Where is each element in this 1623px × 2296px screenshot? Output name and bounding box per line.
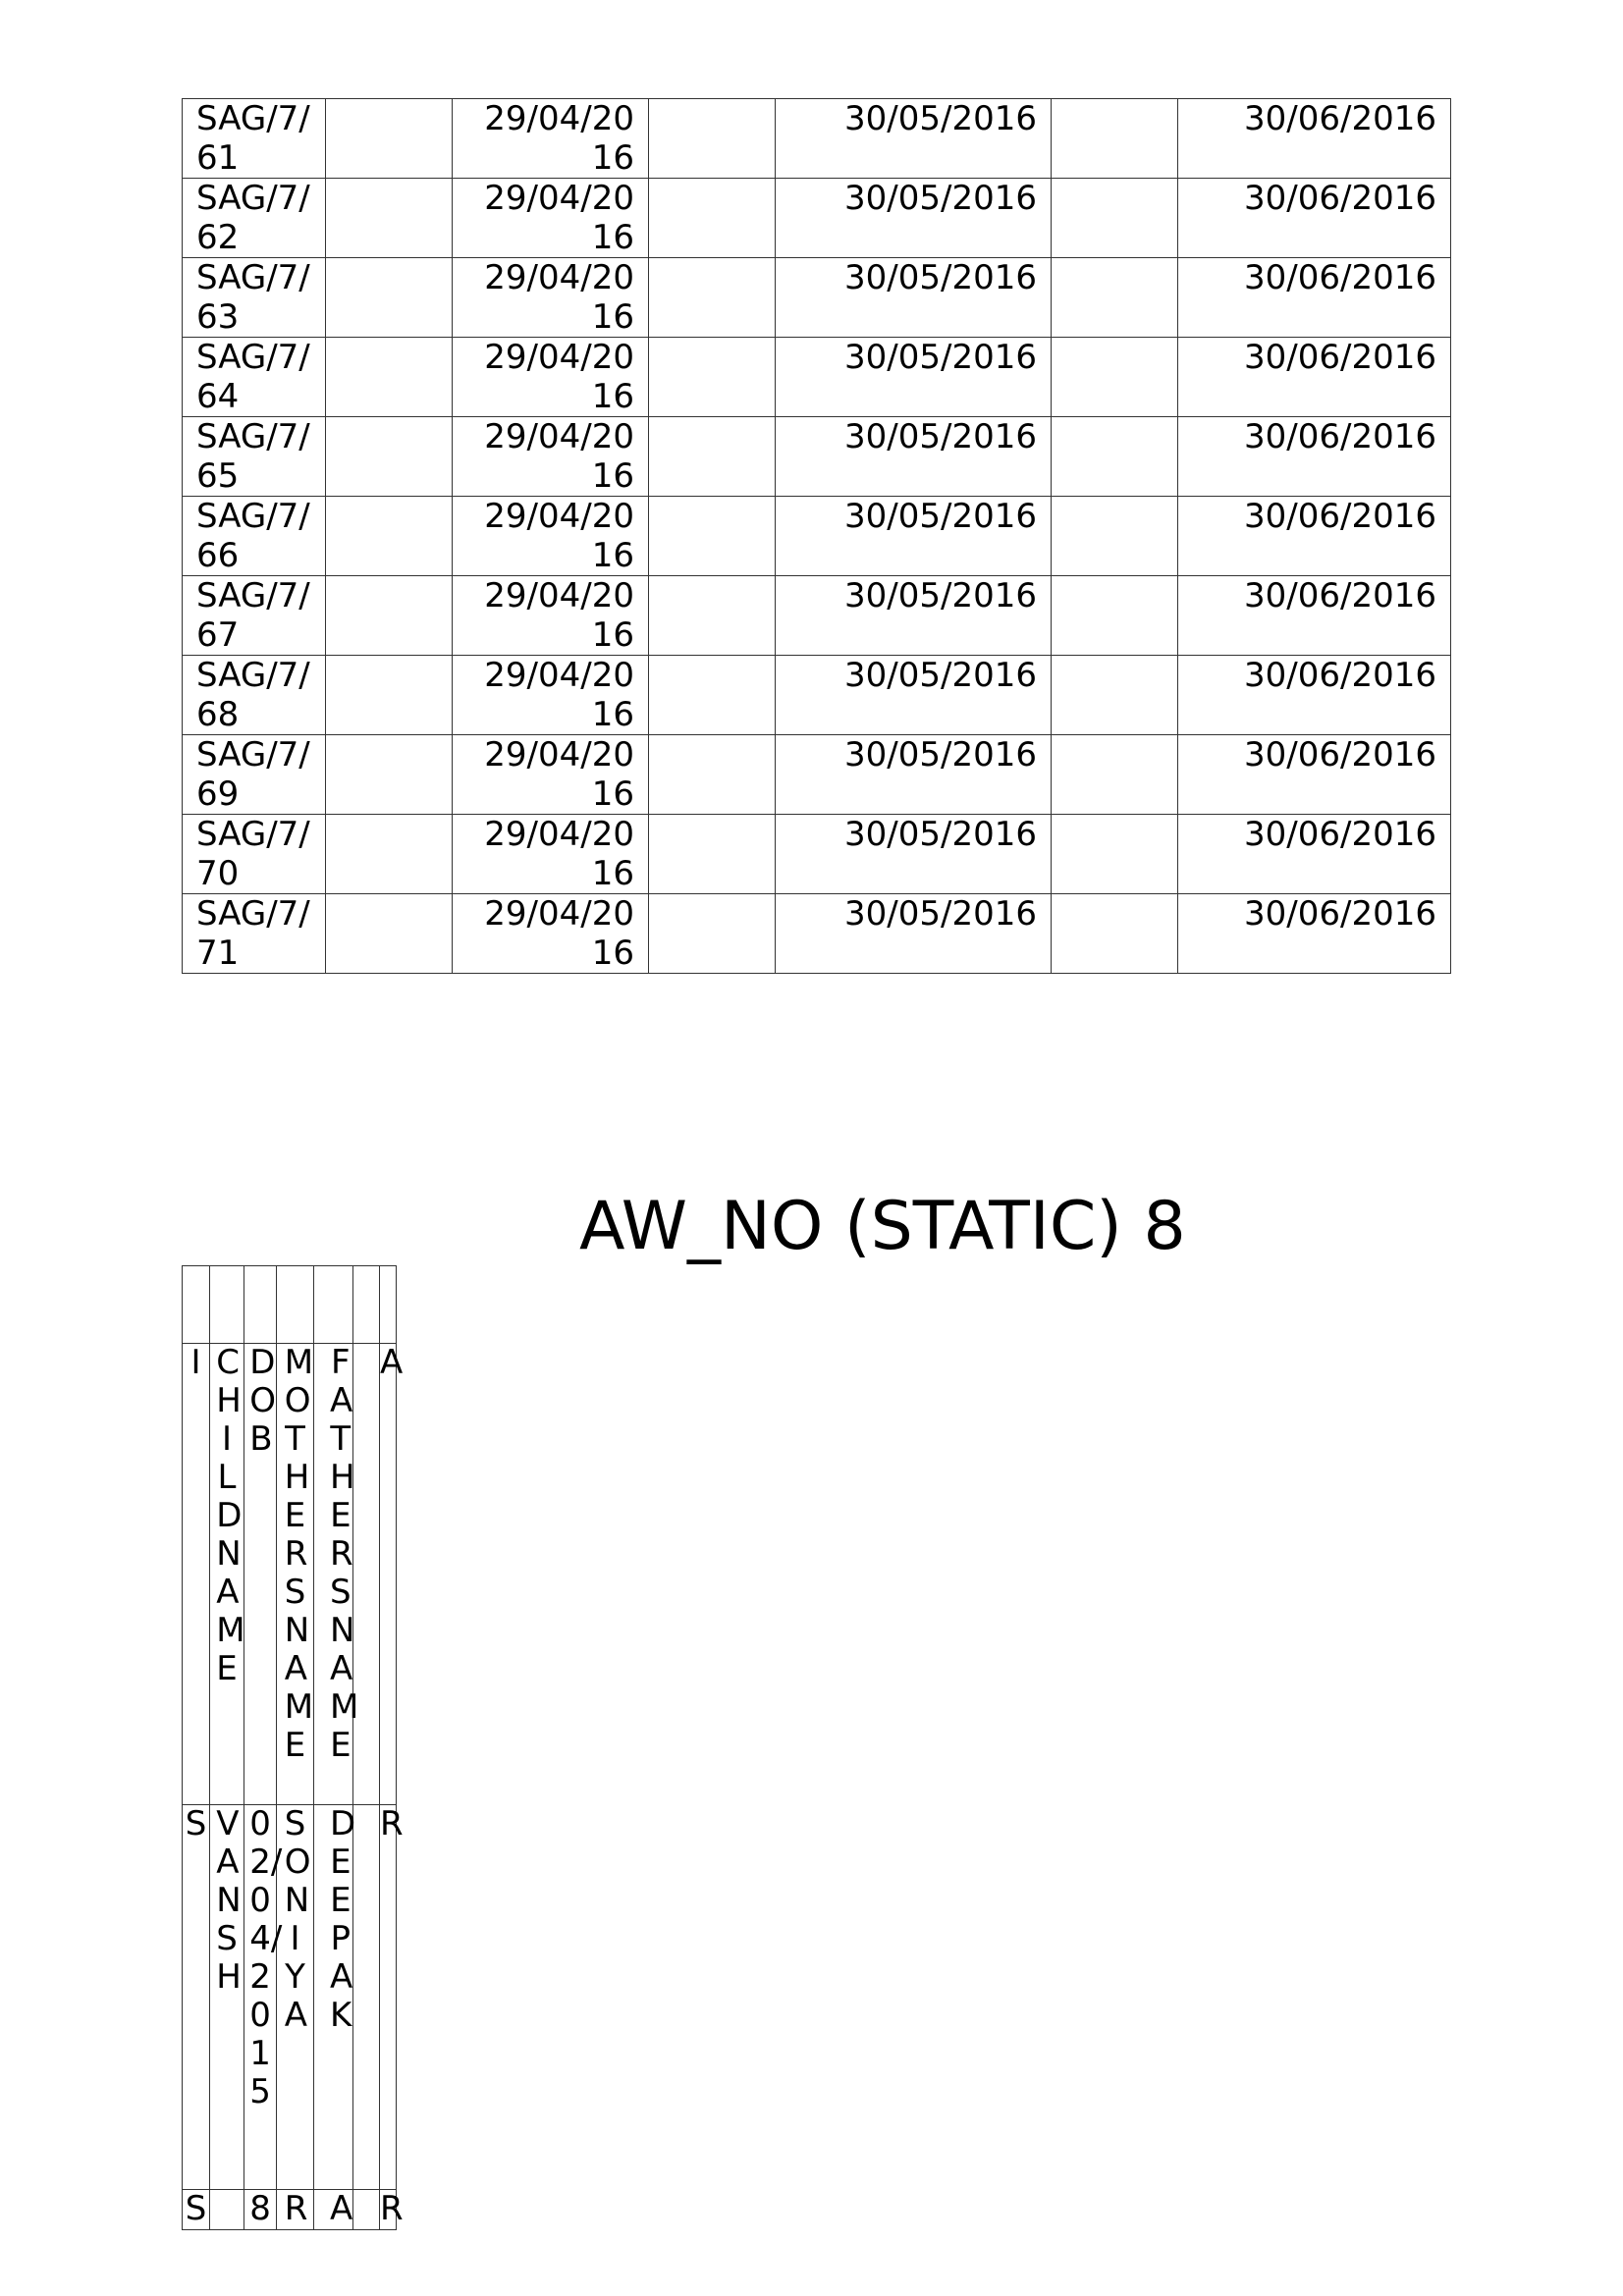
cell-blank [353,2190,380,2230]
date-cell-3: 30/06/2016 [1178,338,1451,417]
row-code-cell: SAG/7/65 [183,417,326,497]
dates-table-body [183,99,1451,974]
blank-cell [326,338,453,417]
header-cell-a: A [380,1344,397,1805]
header-cell-dob: DOB [244,1344,277,1805]
date-cell-2: 30/05/2016 [776,179,1052,258]
table-row [183,417,1451,497]
cell-child-name: VANSH [210,1805,244,2190]
table-row [183,99,1451,179]
cell-dob: 02/04/2015 [244,1805,277,2190]
table-row [183,576,1451,656]
cell-child-name [210,2190,244,2230]
blank-cell [314,1266,353,1344]
date-cell-1: 29/04/2016 [453,815,649,894]
table2-data-row [183,1805,397,2190]
blank-cell [210,1266,244,1344]
row-code-cell: SAG/7/69 [183,735,326,815]
row-code-cell: SAG/7/70 [183,815,326,894]
date-cell-2: 30/05/2016 [776,99,1052,179]
blank-cell [1052,656,1178,735]
blank-cell [183,1266,210,1344]
table-row [183,258,1451,338]
blank-cell [1052,497,1178,576]
date-cell-2: 30/05/2016 [776,258,1052,338]
row-code-cell: SAG/7/64 [183,338,326,417]
blank-cell [380,1266,397,1344]
blank-cell [1052,894,1178,974]
date-cell-3: 30/06/2016 [1178,656,1451,735]
blank-cell [1052,735,1178,815]
date-cell-1: 29/04/2016 [453,99,649,179]
cell-fathers-name: DEEPAK [314,1805,353,2190]
date-cell-3: 30/06/2016 [1178,576,1451,656]
cell-id: S [183,2190,210,2230]
blank-cell [326,99,453,179]
blank-cell [326,179,453,258]
blank-cell [326,497,453,576]
row-code-cell: SAG/7/68 [183,656,326,735]
date-cell-2: 30/05/2016 [776,815,1052,894]
header-cell-id: I [183,1344,210,1805]
date-cell-1: 29/04/2016 [453,576,649,656]
dates-table [182,98,1451,974]
date-cell-3: 30/06/2016 [1178,417,1451,497]
date-cell-1: 29/04/2016 [453,179,649,258]
date-cell-3: 30/06/2016 [1178,735,1451,815]
blank-cell [1052,179,1178,258]
row-code-cell: SAG/7/71 [183,894,326,974]
blank-cell [649,497,776,576]
blank-cell [649,815,776,894]
cell-fathers-name: A [314,2190,353,2230]
blank-cell [1052,258,1178,338]
table-row [183,815,1451,894]
date-cell-2: 30/05/2016 [776,497,1052,576]
table-row [183,735,1451,815]
date-cell-3: 30/06/2016 [1178,179,1451,258]
blank-cell [649,894,776,974]
date-cell-1: 29/04/2016 [453,417,649,497]
blank-cell [1052,576,1178,656]
date-cell-1: 29/04/2016 [453,258,649,338]
date-cell-3: 30/06/2016 [1178,99,1451,179]
cell-a: R [380,2189,404,2228]
blank-cell [244,1266,277,1344]
blank-cell [326,417,453,497]
date-cell-1: 29/04/2016 [453,894,649,974]
table-row [183,497,1451,576]
date-cell-1: 29/04/2016 [453,735,649,815]
blank-cell [649,656,776,735]
table-row [183,338,1451,417]
date-cell-2: 30/05/2016 [776,894,1052,974]
date-cell-3: 30/06/2016 [1178,815,1451,894]
date-cell-3: 30/06/2016 [1178,894,1451,974]
blank-cell [326,735,453,815]
date-cell-1: 29/04/2016 [453,656,649,735]
table2-last-row [183,2190,397,2230]
table-row [183,656,1451,735]
cell-mothers-name: R [277,2190,314,2230]
table-row [183,179,1451,258]
row-code-cell: SAG/7/67 [183,576,326,656]
header-cell-fathers-name: FATHERS NAME [314,1344,353,1805]
date-cell-2: 30/05/2016 [776,417,1052,497]
cell-id: S [183,1805,210,2190]
date-cell-3: 30/06/2016 [1178,258,1451,338]
section-heading: AW_NO (STATIC) 8 [579,1188,1186,1265]
blank-cell [649,99,776,179]
header-cell-child-name: CHILD NAME [210,1344,244,1805]
blank-cell [649,576,776,656]
table2-blank-row [183,1266,397,1344]
row-code-cell: SAG/7/66 [183,497,326,576]
blank-cell [1052,99,1178,179]
row-code-cell: SAG/7/63 [183,258,326,338]
date-cell-1: 29/04/2016 [453,338,649,417]
blank-cell [1052,815,1178,894]
date-cell-1: 29/04/2016 [453,497,649,576]
cell-dob: 8 [244,2190,277,2230]
cell-mothers-name: SONIYA [277,1805,314,2190]
child-details-table [182,1265,404,2230]
row-code-cell: SAG/7/61 [183,99,326,179]
cell-a: R [380,1805,397,2190]
date-cell-2: 30/05/2016 [776,338,1052,417]
blank-cell [353,1266,380,1344]
date-cell-2: 30/05/2016 [776,735,1052,815]
blank-cell [326,815,453,894]
header-cell-mothers-name: MOTHERS NAME [277,1344,314,1805]
table-row [183,894,1451,974]
date-cell-2: 30/05/2016 [776,576,1052,656]
blank-cell [649,338,776,417]
blank-cell [1052,338,1178,417]
blank-cell [277,1266,314,1344]
date-cell-2: 30/05/2016 [776,656,1052,735]
blank-cell [649,179,776,258]
blank-cell [326,258,453,338]
blank-cell [649,417,776,497]
blank-cell [326,576,453,656]
date-cell-3: 30/06/2016 [1178,497,1451,576]
header-cell-blank [353,1344,380,1805]
blank-cell [326,656,453,735]
row-code-cell: SAG/7/62 [183,179,326,258]
blank-cell [649,258,776,338]
table2-header-row [183,1344,397,1805]
blank-cell [1052,417,1178,497]
cell-blank [353,1805,380,2190]
blank-cell [649,735,776,815]
blank-cell [326,894,453,974]
